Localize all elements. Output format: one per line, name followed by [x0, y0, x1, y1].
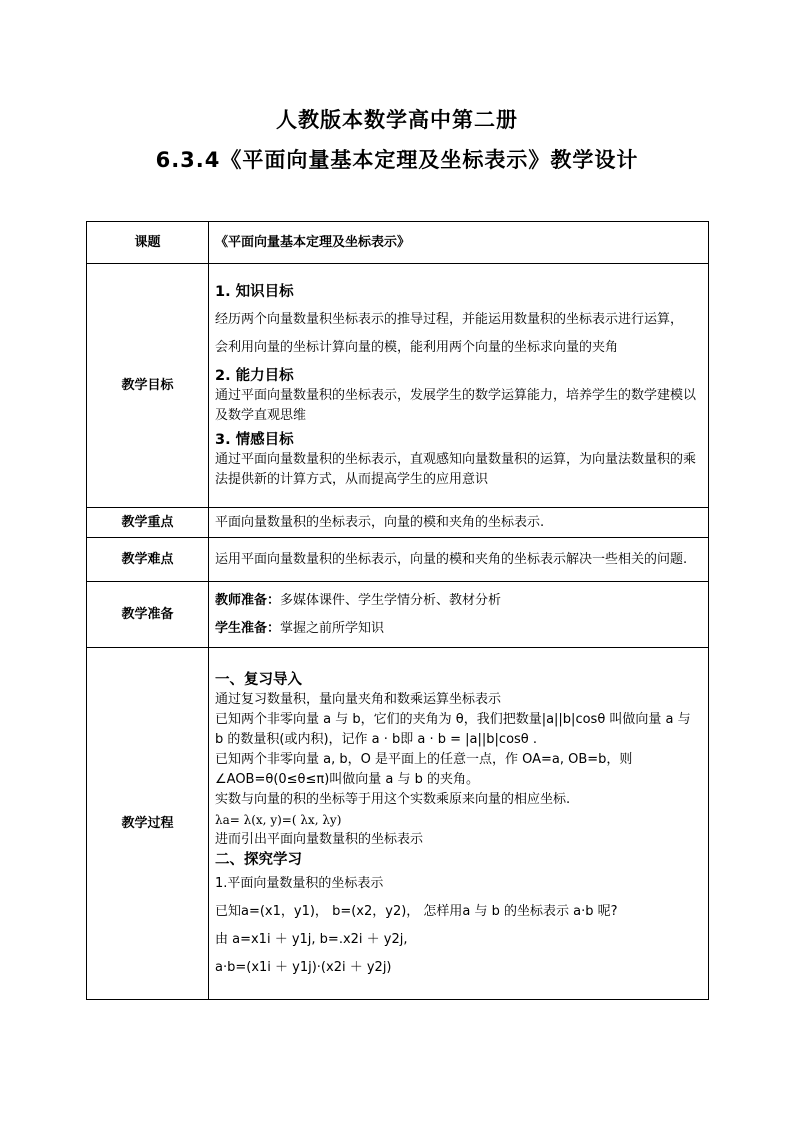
goals-content — [209, 264, 709, 508]
difficulty-label: 教学难点 — [87, 538, 209, 582]
table-row — [87, 582, 709, 648]
teacher-prep — [215, 591, 702, 611]
table-row — [87, 648, 709, 1000]
focus-text: 平面向量数量积的坐标表示，向量的模和夹角的坐标表示. — [209, 508, 709, 538]
student-prep-text: 掌握之前所学知识 — [280, 620, 385, 636]
table-row — [87, 264, 709, 508]
teacher-prep-label: 教师准备： — [215, 592, 281, 608]
review-section-heading: 一、复习导入 — [215, 671, 302, 688]
process-text: 1.平面向量数量积的坐标表示 — [215, 875, 384, 891]
prep-label: 教学准备 — [87, 582, 209, 648]
process-text: 通过复习数量积，量向量夹角和数乘运算坐标表示 — [215, 691, 502, 707]
ability-goal-heading: 2. 能力目标 — [215, 367, 294, 384]
process-label: 教学过程 — [87, 648, 209, 1000]
prep-content — [209, 582, 709, 648]
teacher-prep-text: 多媒体课件、学生学情分析、教材分析 — [280, 592, 502, 608]
focus-label: 教学重点 — [87, 508, 209, 538]
difficulty-text: 运用平面向量数量积的坐标表示，向量的模和夹角的坐标表示解决一些相关的问题. — [209, 538, 709, 582]
explore-section-heading: 二、探究学习 — [215, 851, 302, 868]
process-formula: a·b=(x1i ＋ y1j)·(x2i ＋ y2j) — [215, 959, 392, 975]
lesson-plan-table — [86, 221, 709, 1000]
topic-label: 课题 — [87, 222, 209, 264]
process-content — [209, 648, 709, 1000]
student-prep-label: 学生准备： — [215, 620, 281, 636]
document-title: 人教版本数学高中第二册 — [276, 108, 518, 132]
process-formula: λa= λ(x, y)=( λx, λy) — [215, 812, 342, 827]
knowledge-goal-text-1: 经历两个向量数量积坐标表示的推导过程，并能运用数量积的坐标表示进行运算， — [215, 311, 684, 327]
table-row — [87, 222, 709, 264]
table-row — [87, 538, 709, 582]
table-row — [87, 508, 709, 538]
process-text: 已知两个非零向量 a 与 b，它们的夹角为 θ，我们把数量|a||b|cosθ 叫做向量 a 与 b 的数量积(或内积)，记作 a · b即 a · b = |a||b|cosθ . — [215, 711, 691, 747]
topic-value: 《平面向量基本定理及坐标表示》 — [209, 222, 709, 264]
process-text: 已知两个非零向量 a, b，O 是平面上的任意一点，作 OA=a, OB=b，则∠AOB=θ(0≤θ≤π)叫做向量 a 与 b 的夹角。 — [215, 751, 633, 787]
emotion-goal-heading: 3. 情感目标 — [215, 431, 294, 448]
process-text: 已知a=(x1，y1)， b=(x2，y2)， 怎样用a 与 b 的坐标表示 a·b 呢? — [215, 903, 618, 919]
ability-goal-text: 通过平面向量数量积的坐标表示，发展学生的数学运算能力，培养学生的数学建模以及数学直观思维 — [215, 387, 697, 423]
emotion-goal-text: 通过平面向量数量积的坐标表示，直观感知向量数量积的运算，为向量法数量积的乘法提供新的计算方式，从而提高学生的应用意识 — [215, 451, 697, 487]
knowledge-goal-text-2: 会利用向量的坐标计算向量的模，能利用两个向量的坐标求向量的夹角 — [215, 339, 619, 355]
student-prep — [215, 619, 702, 639]
process-text: 实数与向量的积的坐标等于用这个实数乘原来向量的相应坐标. — [215, 791, 571, 807]
knowledge-goal-heading: 1. 知识目标 — [215, 283, 294, 300]
document-subtitle: 6.3.4《平面向量基本定理及坐标表示》教学设计 — [155, 148, 639, 172]
process-formula: 由 a=x1i ＋ y1j, b=.x2i ＋ y2j, — [215, 931, 408, 947]
goals-label: 教学目标 — [87, 264, 209, 508]
process-text: 进而引出平面向量数量积的坐标表示 — [215, 831, 424, 847]
